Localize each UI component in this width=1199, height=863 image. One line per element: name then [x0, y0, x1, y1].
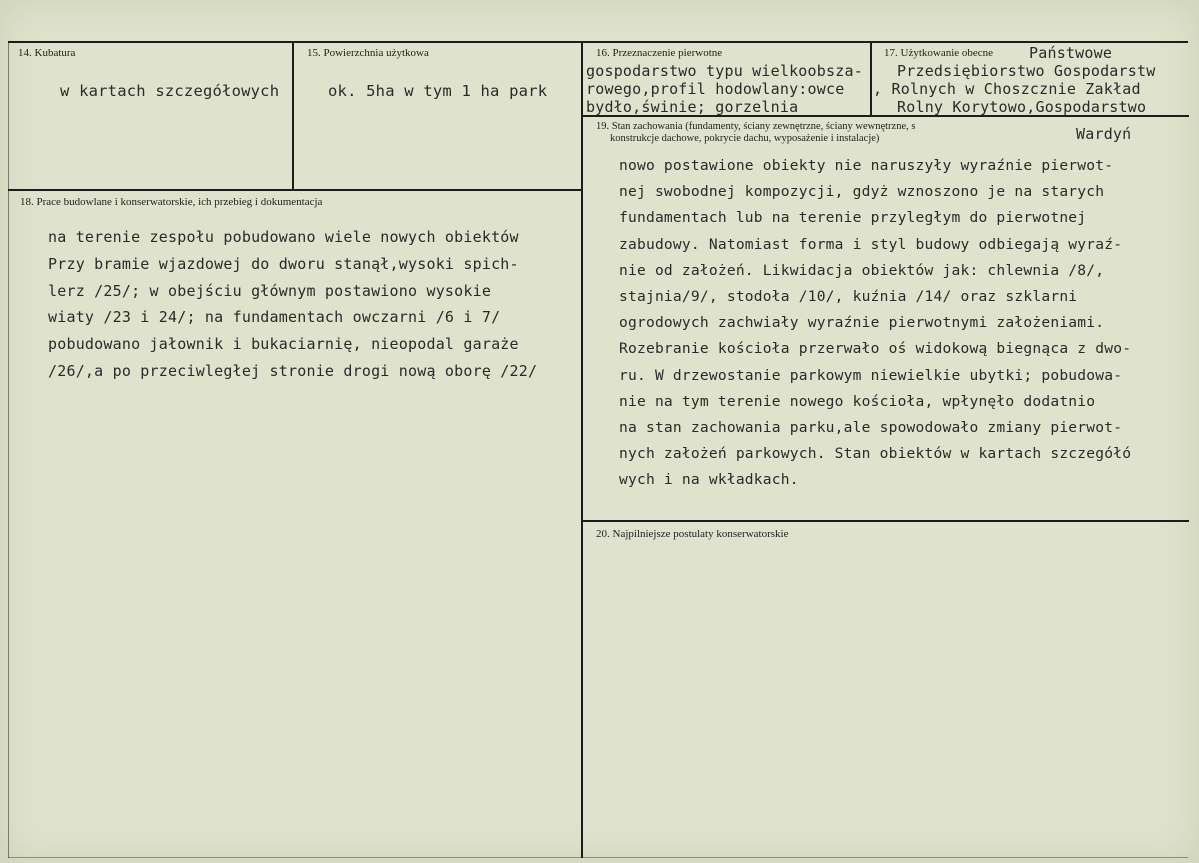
field-14-value: w kartach szczegółowych [60, 82, 280, 100]
field-14-label: 14. Kubatura [18, 47, 76, 59]
field-19-line: nie na tym terenie nowego kościoła, wpłynęło dodatnio [619, 392, 1096, 410]
field-19-text [619, 153, 1131, 494]
field-17-label: 17. Użytkowanie obecne [884, 47, 994, 59]
field-19-line: fundamentach lub na terenie przyległym do pierwotnej [619, 209, 1087, 227]
field-18-line: lerz /25/; w obejściu głównym postawiono wysokie [48, 281, 492, 300]
field-19-line: nie od założeń. Likwidacja obiektów jak: chlewnia /8/, [619, 261, 1105, 279]
field-19-line: ogrodowych zachwiały wyraźnie pierwotnymi założeniami. [619, 314, 1105, 332]
field-17-line: , Rolnych w Choszcznie Zakład [873, 80, 1141, 98]
top-border-line [8, 41, 1188, 43]
field-19-line: nej swobodnej kompozycji, gdyż wznoszono je na starych [619, 183, 1105, 201]
field-19-line: nowo postawione obiekty nie naruszyły wyraźnie pierwot- [619, 157, 1114, 174]
field-19-line: Rozebranie kościoła przerwało oś widokową biegnąca z dwo- [619, 340, 1132, 358]
divider-16-17 [870, 43, 872, 115]
divider-above-18 [8, 189, 582, 191]
field-15-label: 15. Powierzchnia użytkowa [307, 47, 429, 59]
field-18-text [48, 224, 537, 385]
field-17-continuation: Wardyń [1076, 125, 1132, 143]
field-19-line: nych założeń parkowych. Stan obiektów w kartach szczegółó [619, 445, 1132, 463]
field-18-line: wiaty /23 i 24/; na fundamentach owczarni /6 i 7/ [48, 308, 501, 327]
left-border-line [8, 43, 9, 858]
field-16-label: 16. Przeznaczenie pierwotne [596, 47, 723, 59]
field-17-first-word: Państwowe [1029, 44, 1113, 62]
divider-14-15 [292, 43, 294, 189]
bottom-border-line [8, 857, 1188, 858]
field-18-label: 18. Prace budowlane i konserwatorskie, ich przebieg i dokumentacja [20, 196, 323, 208]
main-vertical-divider [581, 43, 583, 858]
field-20-label: 20. Najpilniejsze postulaty konserwatorskie [596, 528, 789, 540]
field-16-line: bydło,świnie; gorzelnia [586, 98, 799, 116]
field-18-line: Przy bramie wjazdowej do dworu stanął,wysoki spich- [48, 254, 519, 273]
field-16-text [586, 62, 863, 116]
field-19-line: wych i na wkładkach. [619, 471, 799, 489]
field-19-line: ru. W drzewostanie parkowym niewielkie ubytki; pobudowa- [619, 366, 1123, 384]
field-16-line: gospodarstwo typu wielkoobsza- [586, 62, 863, 80]
field-17-text [873, 62, 1155, 116]
field-18-line: na terenie zespołu pobudowano wiele nowych obiektów [48, 228, 519, 246]
field-19-line: stajnia/9/, stodoła /10/, kuźnia /14/ oraz szklarni [619, 288, 1078, 306]
field-19-line: zabudowy. Natomiast forma i styl budowy odbiegają wyraź- [619, 235, 1123, 253]
field-17-line: Rolny Korytowo,Gospodarstwo [897, 98, 1147, 116]
field-19-label [596, 121, 915, 145]
field-19-label-line: konstrukcje dachowe, pokrycie dachu, wyposażenie i instalacje) [610, 133, 880, 144]
divider-above-20 [583, 520, 1189, 522]
field-19-label-line: 19. Stan zachowania (fundamenty, ściany zewnętrzne, ściany wewnętrzne, s [596, 121, 916, 132]
field-15-value: ok. 5ha w tym 1 ha park [328, 82, 548, 100]
field-18-line: pobudowano jałownik i bukaciarnię, nieopodal garaże [48, 335, 519, 354]
field-19-line: na stan zachowania parku,ale spowodowało zmiany pierwot- [619, 419, 1123, 437]
field-17-line: Przedsiębiorstwo Gospodarstw [897, 62, 1156, 80]
field-18-line: /26/,a po przeciwległej stronie drogi nową oborę /22/ [48, 361, 538, 380]
field-16-line: rowego,profil hodowlany:owce [586, 80, 845, 98]
